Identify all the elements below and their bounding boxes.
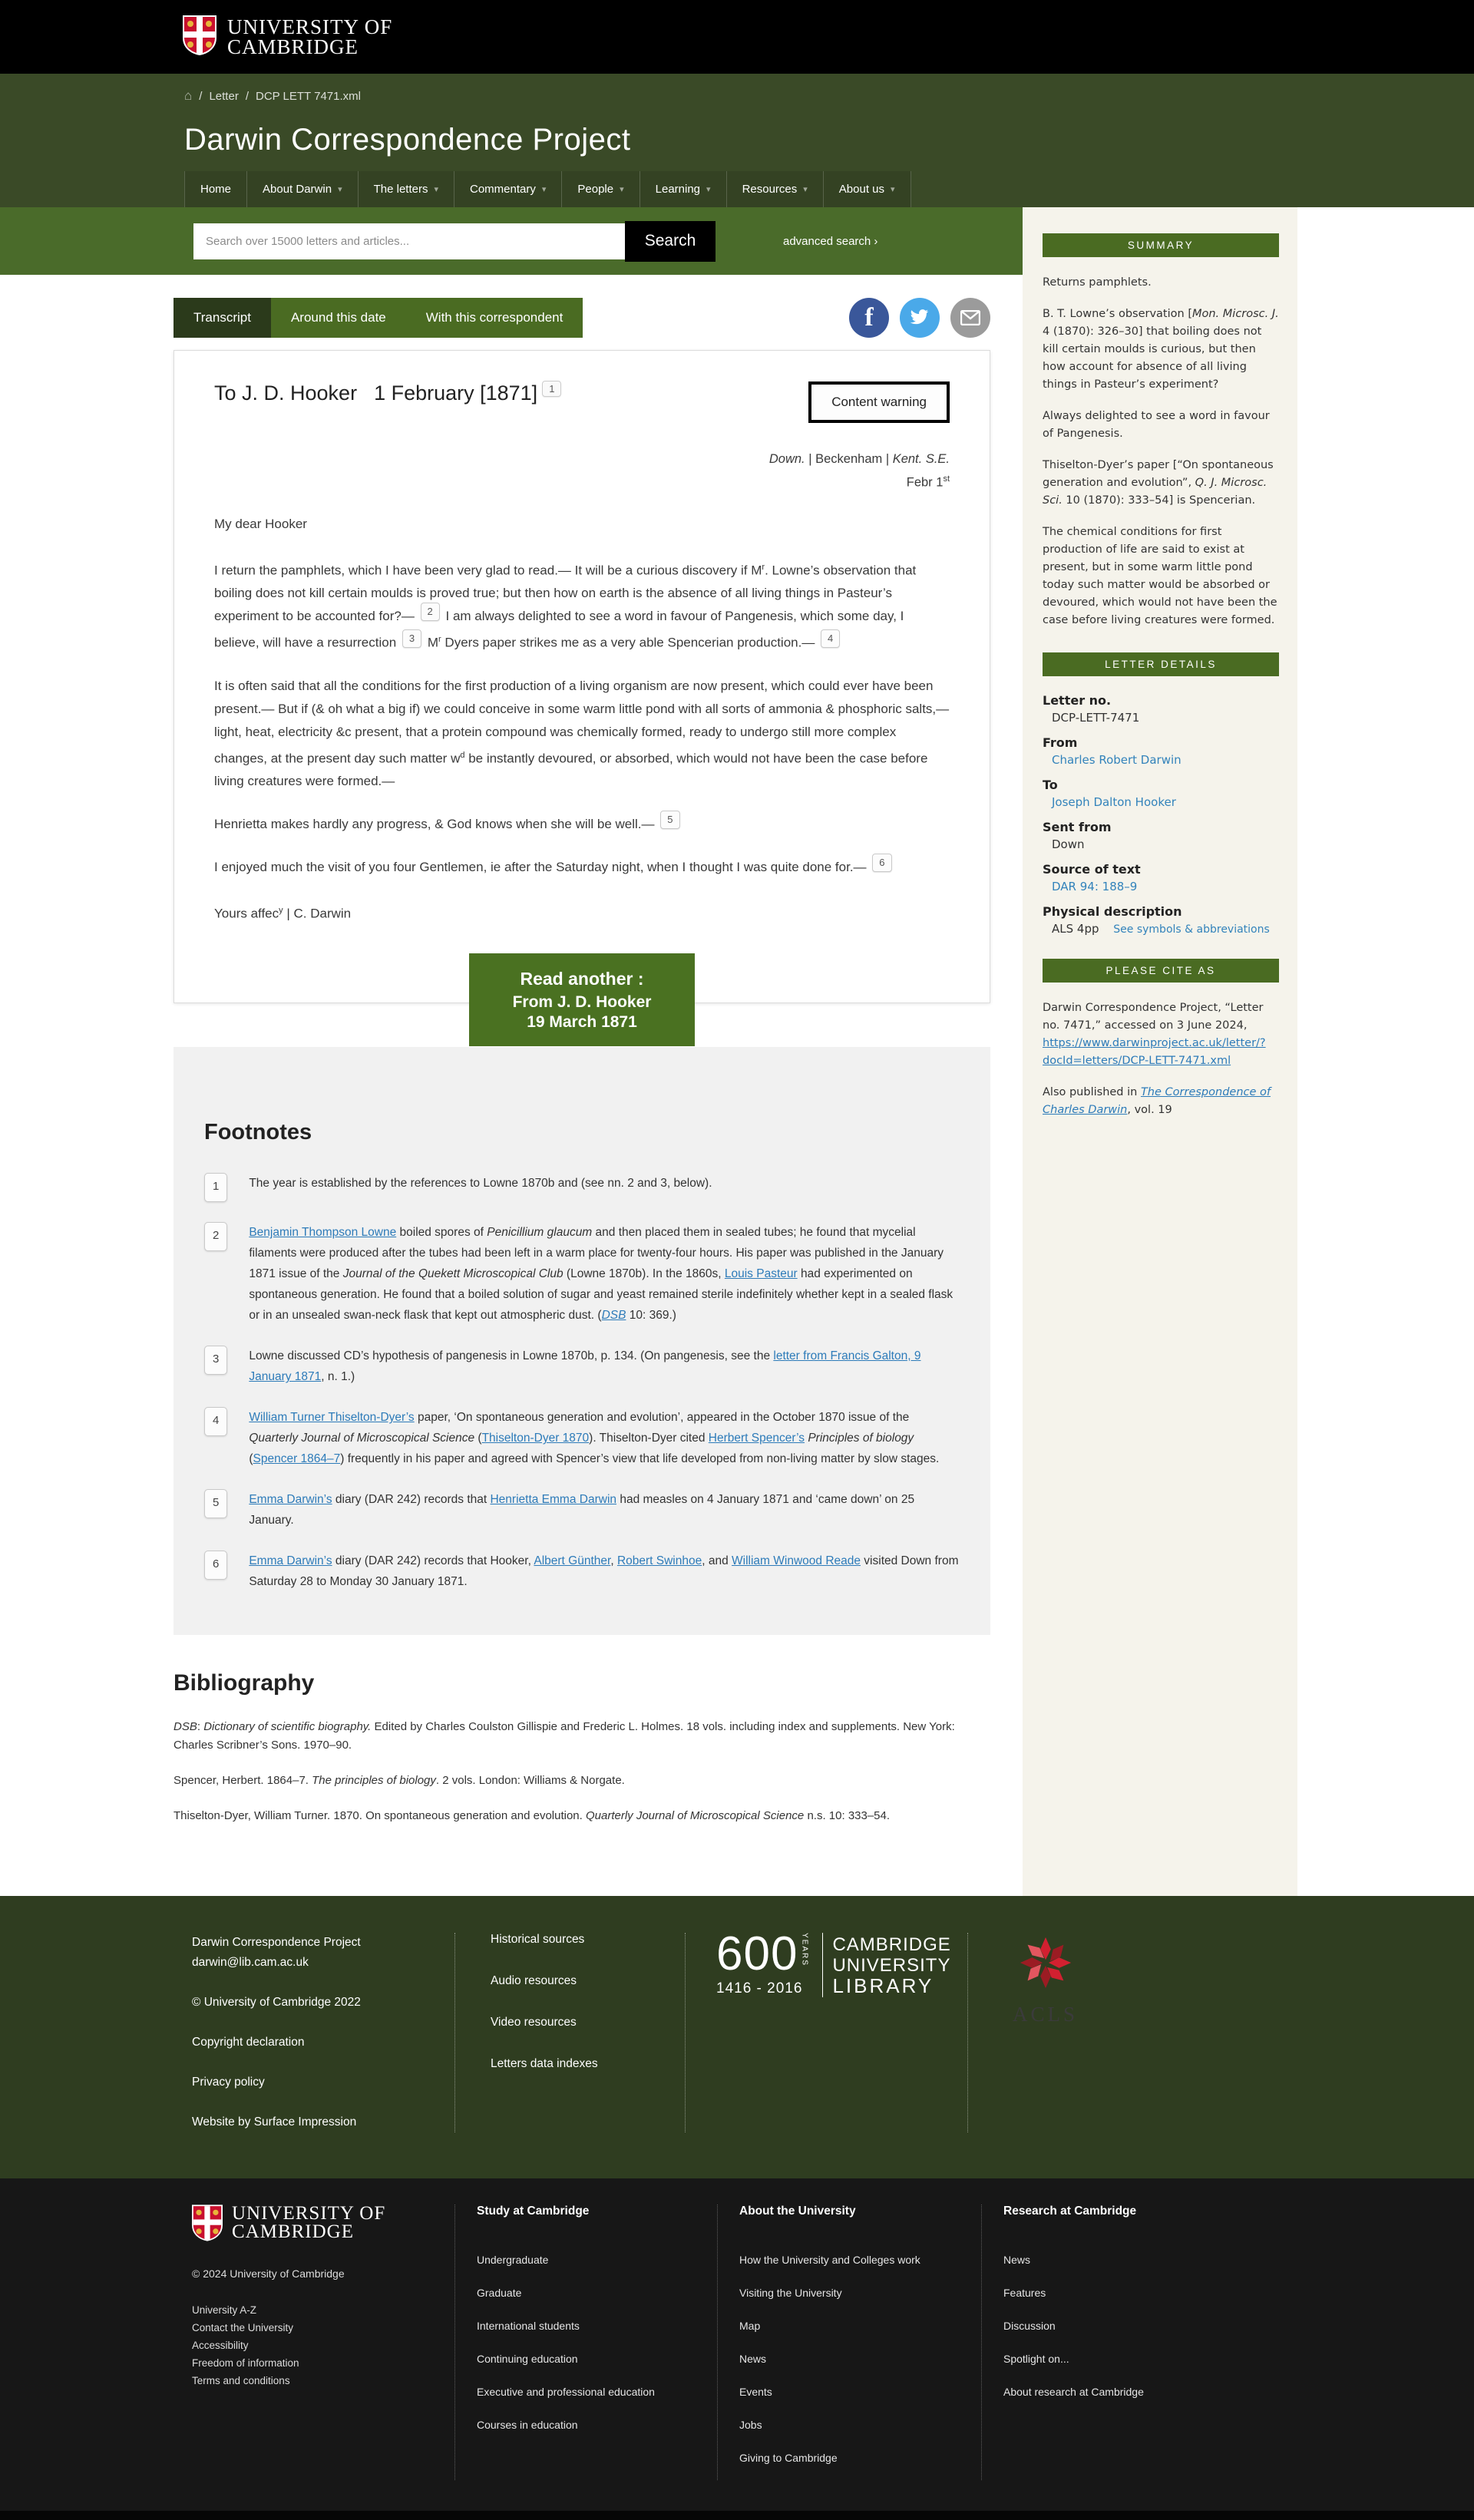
inline-link[interactable]: Robert Swinhoe [616, 1554, 702, 1568]
letter-date-line: Febr 1st [906, 474, 950, 490]
inline-link[interactable]: Herbert Spencer’s [708, 1432, 805, 1445]
inline-link[interactable]: William Turner Thiselton-Dyer’s [249, 1411, 415, 1425]
nav-item-home[interactable]: Home [184, 171, 247, 207]
sent-from-value: Down [1052, 837, 1085, 851]
jobs-link[interactable]: Jobs [739, 2419, 762, 2432]
audio-resources-link[interactable]: Audio resources [491, 1974, 577, 1988]
symbols-abbreviations-link[interactable]: See symbols & abbreviations [1113, 923, 1270, 936]
about-heading: About the University [739, 2205, 856, 2218]
letter-address: Down. | Beckenham | Kent. S.E. Febr 1st [214, 449, 950, 493]
bibliography-entry: Spencer, Herbert. 1864–7. The principles of biology. 2 vols. London: Williams & Norgate. [174, 1774, 625, 1788]
site-header [0, 74, 1474, 207]
nav-item-people[interactable]: People ▾ [562, 171, 640, 207]
university-footer [0, 2178, 1474, 2511]
letter-signoff: Yours affec$^y$ | C. Darwin [214, 906, 352, 922]
spotlight-on-link[interactable]: Spotlight on... [1003, 2353, 1069, 2366]
footnote-number[interactable]: 2 [204, 1222, 227, 1251]
bibliography-heading: Bibliography [174, 1670, 315, 1696]
summary-paragraph: The chemical conditions for first production of life are said to exist at present, but in some warm little pond today such matter would be absorbed or devoured, which would not have been the case before living creatures were formed. [1043, 526, 1277, 626]
university-a-z-link[interactable]: University A-Z [192, 2304, 257, 2317]
chevron-down-icon: ▾ [434, 185, 438, 194]
footer-university-column [192, 2205, 454, 2480]
content-warning-button[interactable]: Content warning [808, 381, 950, 423]
chevron-down-icon: ▾ [541, 185, 547, 194]
summary-paragraph: Thiselton-Dyer’s paper [“On spontaneous generation and evolution”, Q. J. Microsc. Sci. 10 (1870): 333–54] is Spencerian. [1043, 459, 1274, 507]
chevron-down-icon: ▾ [338, 185, 342, 194]
map-link[interactable]: Map [739, 2320, 761, 2333]
letter-salutation: My dear Hooker [214, 516, 307, 531]
university-top-bar [0, 0, 1474, 74]
footnotes-section [174, 1047, 990, 1635]
footnote-number[interactable]: 1 [204, 1173, 227, 1202]
footer-copyright-2024: © 2024 University of Cambridge [192, 2267, 345, 2281]
video-resources-link[interactable]: Video resources [491, 2016, 577, 2030]
bibliography-entry: DSB: Dictionary of scientific biography. Edited by Charles Coulston Gillispie and Frederic L. Holmes. 18 vols. including index and supplements. New York: Charles Scribner’s Sons. 1970–90. [174, 1720, 955, 1752]
main-nav [184, 171, 1474, 207]
chevron-down-icon: ▾ [706, 185, 711, 194]
executive-education-link[interactable]: Executive and professional education [477, 2386, 655, 2399]
inline-link[interactable]: Emma Darwin’s [249, 1493, 332, 1507]
university-logo-link[interactable] [227, 17, 392, 57]
footer-project-name: Darwin Correspondence Project [192, 1936, 361, 1950]
source-of-text-link[interactable]: DAR 94: 188–9 [1052, 880, 1138, 893]
research-heading: Research at Cambridge [1003, 2205, 1137, 2218]
read-another-button[interactable]: Read another : From J. D. Hooker 19 March 1871 [469, 953, 695, 1046]
footer-copyright: © University of Cambridge 2022 [192, 1996, 361, 2010]
acls-logo-icon [1016, 1933, 1076, 1997]
breadcrumb-current[interactable]: DCP LETT 7471.xml [255, 89, 361, 103]
website-credit-link[interactable]: Website by Surface Impression [192, 2115, 357, 2129]
summary-header: SUMMARY [1043, 233, 1279, 257]
study-heading: Study at Cambridge [477, 2205, 590, 2218]
summary-paragraph: Returns pamphlets. [1043, 276, 1152, 289]
sidebar [1023, 207, 1297, 1896]
nav-item-the-letters[interactable]: The letters ▾ [359, 171, 454, 207]
letters-data-indexes-link[interactable]: Letters data indexes [491, 2057, 598, 2071]
copyright-declaration-link[interactable]: Copyright declaration [192, 2036, 305, 2049]
letter-paragraph: I enjoyed much the visit of you four Gentlemen, ie after the Saturday night, when I thought I was quite done for.— 6 [214, 856, 950, 879]
discussion-link[interactable]: Discussion [1003, 2320, 1056, 2333]
cambridge-shield-icon [183, 15, 216, 59]
footnote-row: 4 William Turner Thiselton-Dyer’s paper, ‘On spontaneous generation and evolution’, appeared in the October 1870 issue of the Quarterly Journal of Microscopical Science (Thiselton-Dyer 1870). Thiselton-Dyer cited Herbert Spencer’s Principles of biology (Spencer 1864–7) frequently in his paper and agreed with Spencer’s view that life developed from non-living matter by slow stages. [193, 1407, 960, 1469]
historical-sources-link[interactable]: Historical sources [491, 1933, 585, 1947]
footnote-row: 1 The year is established by the references to Lowne 1870b and (see nn. 2 and 3, below). [193, 1173, 960, 1202]
chevron-down-icon: ▾ [891, 185, 895, 194]
terms-and-conditions-link[interactable]: Terms and conditions [192, 2375, 290, 2387]
nav-item-about-darwin[interactable]: About Darwin ▾ [247, 171, 359, 207]
inline-link[interactable]: Benjamin Thompson Lowne [249, 1226, 397, 1240]
events-link[interactable]: Events [739, 2386, 772, 2399]
field-label: From [1043, 735, 1078, 750]
nav-item-about-us[interactable]: About us ▾ [824, 171, 911, 207]
footer-email-link[interactable]: darwin@lib.cam.ac.uk [192, 1956, 309, 1970]
graduate-link[interactable]: Graduate [477, 2287, 522, 2300]
breadcrumb: ⌂ / Letter / DCP LETT 7471.xml [184, 88, 361, 103]
letter-paragraph: It is often said that all the conditions for the first production of a living organism are now present, which could ever have been present.— But if (& oh what a big if) we could conceive in some warm little pond with all sorts of ammonia & phosphoric salts,—light, heat, electricity &c present, that a protein compound was chemically formed, ready to undergo still more complex changes, at the present day such matter $w^d$ be instantly devoured, or absorbed, which would not have been the case before living creatures were formed.— [214, 678, 950, 789]
cite-paragraph: Also published in The Correspondence of Charles Darwin, vol. 19 [1043, 1086, 1271, 1116]
summary-paragraph: Always delighted to see a word in favour of Pangenesis. [1043, 410, 1270, 440]
footnote-number[interactable]: 3 [204, 1346, 227, 1375]
footer-resources-column [454, 1933, 685, 2132]
inline-link[interactable]: Thiselton-Dyer 1870 [481, 1432, 590, 1445]
privacy-policy-link[interactable]: Privacy policy [192, 2076, 265, 2089]
letter-card [174, 350, 990, 1032]
how-university-works-link[interactable]: How the University and Colleges work [739, 2254, 920, 2267]
inline-link[interactable]: Henrietta Emma Darwin [490, 1493, 617, 1507]
inline-link[interactable]: Emma Darwin’s [249, 1554, 332, 1568]
email-icon[interactable] [950, 298, 990, 338]
undergraduate-link[interactable]: Undergraduate [477, 2254, 549, 2267]
tab-around-this-date[interactable]: Around this date [271, 298, 406, 338]
nav-item-learning[interactable]: Learning ▾ [640, 171, 727, 207]
home-icon[interactable]: ⌂ [184, 88, 193, 103]
tab-transcript[interactable]: Transcript [174, 298, 271, 338]
physical-description-value: ALS 4pp See symbols & abbreviations [1052, 922, 1270, 936]
tab-with-this-correspondent[interactable]: With this correspondent [406, 298, 583, 338]
nav-item-resources[interactable]: Resources ▾ [727, 171, 824, 207]
courses-in-education-link[interactable]: Courses in education [477, 2419, 578, 2432]
search-input[interactable] [193, 223, 625, 259]
footnote-row: 6 Emma Darwin’s diary (DAR 242) records that Hooker, Albert Günther, Robert Swinhoe, and William Winwood Reade visited Down from Saturday 28 to Monday 30 January 1871. [193, 1551, 960, 1592]
footnote-ref[interactable]: 1 [542, 381, 561, 397]
letter-details-header: LETTER DETAILS [1043, 652, 1279, 676]
inline-link[interactable]: DSB [601, 1309, 626, 1323]
features-link[interactable]: Features [1003, 2287, 1046, 2300]
giving-to-cambridge-link[interactable]: Giving to Cambridge [739, 2452, 838, 2465]
chevron-down-icon: ▾ [620, 185, 624, 194]
footnote-ref[interactable]: 6 [872, 854, 891, 872]
footnotes-heading: Footnotes [204, 1120, 312, 1145]
letter-number-value: DCP-LETT-7471 [1052, 711, 1140, 725]
main-column [0, 207, 1023, 1896]
search-button[interactable]: Search [625, 221, 716, 262]
inline-link[interactable]: Spencer 1864–7 [253, 1452, 341, 1466]
footer-bottom-strip [0, 2511, 1474, 2520]
project-footer [0, 1896, 1474, 2178]
footnote-row: 3 Lowne discussed CD’s hypothesis of pangenesis in Lowne 1870b, p. 134. (On pangenesis, see the letter from Francis Galton, 9 January 1871, n. 1.) [193, 1346, 960, 1387]
nav-item-commentary[interactable]: Commentary ▾ [454, 171, 562, 207]
research-news-link[interactable]: News [1003, 2254, 1031, 2267]
footer-study-column [454, 2205, 717, 2480]
footnote-row: 5 Emma Darwin’s diary (DAR 242) records that Henrietta Emma Darwin had measles on 4 January 1871 and ‘came down’ on 25 January. [193, 1489, 960, 1531]
footer-about-column [717, 2205, 981, 2480]
cite-header: PLEASE CITE AS [1043, 959, 1279, 983]
summary-paragraph: B. T. Lowne’s observation [Mon. Microsc. J. 4 (1870): 326–30] that boiling does not kill certain moulds is curious, but then how account for absence of all living things in Pasteur’s experiment? [1043, 308, 1279, 391]
footer-project-column [192, 1933, 454, 2132]
field-label: Sent from [1043, 820, 1112, 834]
accessibility-link[interactable]: Accessibility [192, 2340, 249, 2352]
field-label: Source of text [1043, 862, 1141, 877]
footer-acls-column [967, 1933, 1078, 2132]
page-title: Darwin Correspondence Project [184, 123, 631, 157]
footnote-ref[interactable]: 3 [402, 629, 421, 648]
inline-link[interactable]: William Winwood Reade [732, 1554, 861, 1568]
footer-library-column [685, 1927, 967, 2132]
inline-link[interactable]: letter from Francis Galton, 9 January 1871 [249, 1349, 921, 1384]
bibliography-section [174, 1670, 990, 1896]
footnote-number[interactable]: 6 [204, 1551, 227, 1580]
letter-body [214, 513, 950, 926]
letter-title: To J. D. Hooker 1 February [1871] 1 [214, 381, 561, 405]
advanced-search-link[interactable]: advanced search › [783, 234, 878, 248]
bibliography-entry: Thiselton-Dyer, William Turner. 1870. On spontaneous generation and evolution. Quarterly Journal of Microscopical Science n.s. 10: 333–54. [174, 1809, 891, 1823]
about-research-link[interactable]: About research at Cambridge [1003, 2386, 1144, 2399]
letter-paragraph: Henrietta makes hardly any progress, & God knows when she will be well.— 5 [214, 813, 950, 836]
cite-paragraph: Darwin Correspondence Project, “Letter no. 7471,” accessed on 3 June 2024, https://www.darwinproject.ac.uk/letter/?docId=letters/DCP-LETT-7471.xml [1043, 1002, 1266, 1067]
university-footer-logo: UNIVERSITY OF CAMBRIDGE [192, 2205, 454, 2241]
field-label: Letter no. [1043, 693, 1112, 708]
search-band [0, 207, 1023, 275]
twitter-icon[interactable] [900, 298, 940, 338]
letter-tabs [174, 298, 990, 338]
to-link[interactable]: Joseph Dalton Hooker [1052, 795, 1176, 809]
from-link[interactable]: Charles Robert Darwin [1052, 753, 1182, 767]
university-logo-line2: CAMBRIDGE [227, 35, 359, 58]
freedom-of-information-link[interactable]: Freedom of information [192, 2357, 299, 2370]
facebook-icon[interactable]: f [849, 298, 889, 338]
inline-link[interactable]: Albert Günther [534, 1554, 611, 1568]
footnote-number[interactable]: 4 [204, 1407, 227, 1436]
international-students-link[interactable]: International students [477, 2320, 580, 2333]
cambridge-university-library-logo: 600 YEARS 1416 - 2016 CAMBRIDGE UNIVERSITY LIBRARY [716, 1927, 951, 1997]
contact-university-link[interactable]: Contact the University [192, 2322, 294, 2334]
footnote-row: 2 Benjamin Thompson Lowne boiled spores of Penicillium glaucum and then placed them in sealed tubes; he found that mycelial filaments were produced after the tubes had been left in a warm place for twenty-four hours. His paper was published in the January 1871 issue of the Journal of the Quekett Microscopical Club (Lowne 1870b). In the 1860s, Louis Pasteur had experimented on spontaneous generation. He found that a boiled solution of sugar and yeast remained sterile indefinitely whether kept in a sealed flask or in an unsealed swan-neck flask that kept out atmospheric dust. (DSB 10: 369.) [193, 1222, 960, 1326]
continuing-education-link[interactable]: Continuing education [477, 2353, 578, 2366]
field-label: Physical description [1043, 904, 1182, 919]
university-logo-line1: UNIVERSITY OF [227, 15, 393, 38]
footer-research-column [981, 2205, 1242, 2480]
visiting-university-link[interactable]: Visiting the University [739, 2287, 842, 2300]
inline-link[interactable]: The Correspondence of Charles Darwin [1043, 1086, 1271, 1116]
news-link[interactable]: News [739, 2353, 767, 2366]
footnote-ref[interactable]: 5 [660, 811, 679, 829]
letter-paragraph: I return the pamphlets, which I have been very glad to read.— It will be a curious discovery if $M^r$. Lowne’s observation that boiling does not kill certain moulds is proved true; but then how on earth is the absence of all living things in Pasteur’s experiment to be accounted for?— 2 I am always delighted to see a word in favour of Pangenesis, which some day, I believe, will have a resurrection 3 $M^r$ Dyers paper strikes me as a very able Spencerian production.— 4 [214, 562, 917, 650]
inline-link[interactable]: https://www.darwinproject.ac.uk/letter/?docId=letters/DCP-LETT-7471.xml [1043, 1037, 1266, 1067]
chevron-down-icon: ▾ [803, 185, 808, 194]
breadcrumb-letter[interactable]: Letter [209, 89, 239, 103]
acls-logo-text: ACLS [1013, 2003, 1079, 2026]
footnote-ref[interactable]: 2 [421, 603, 440, 621]
share-icons [849, 298, 990, 338]
footnote-ref[interactable]: 4 [821, 629, 840, 648]
inline-link[interactable]: Louis Pasteur [724, 1267, 798, 1281]
footnote-number[interactable]: 5 [204, 1489, 227, 1518]
field-label: To [1043, 778, 1058, 792]
